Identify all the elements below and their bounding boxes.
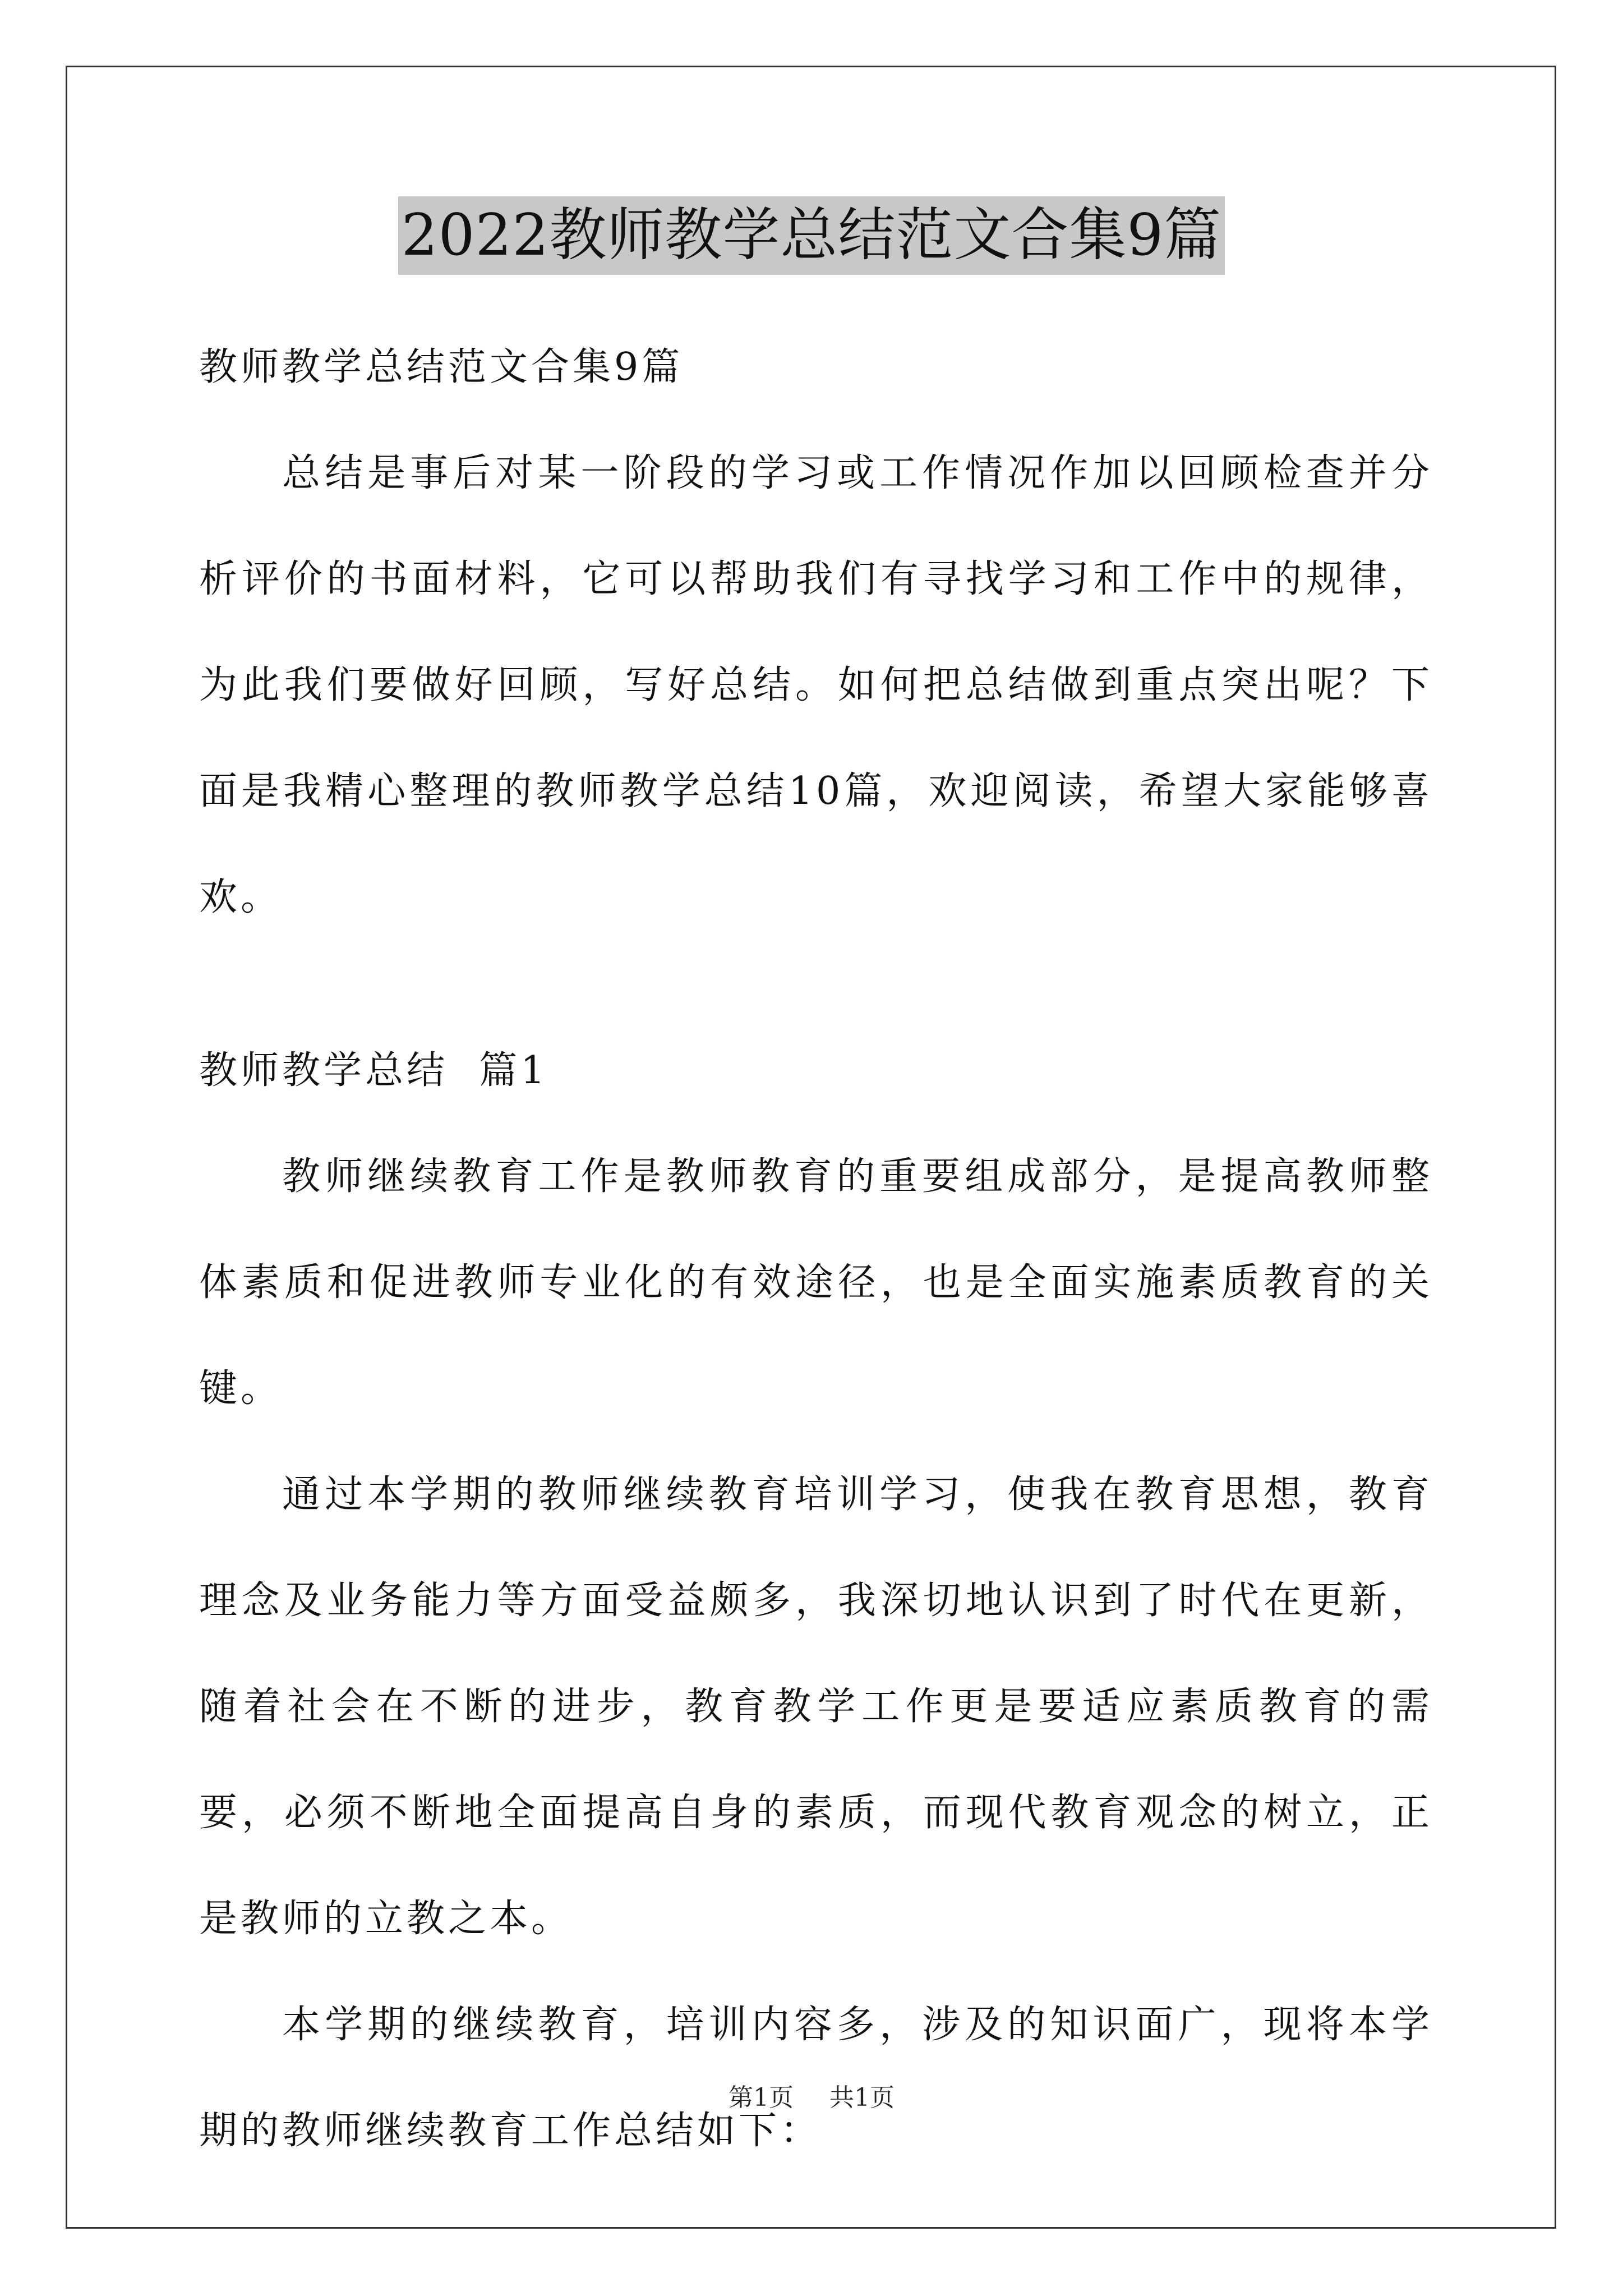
body-paragraph: 通过本学期的教师继续教育培训学习，使我在教育思想，教育理念及业务能力等方面受益颇多，我深切地认识到了时代在更新，随着社会在不断的进步，教育教学工作更是要适应素质教育的需要，必须不断地全面提高自身的素质，而现代教育观念的树立，正是教师的立教之本。 [199, 1473, 1433, 1941]
document-body [199, 314, 1433, 2184]
title-container [0, 196, 1623, 275]
body-paragraph: 教师继续教育工作是教师教育的重要组成部分，是提高教师整体素质和促进教师专业化的有效途径，也是全面实施素质教育的关键。 [199, 1154, 1433, 1411]
page-number-total: 共1页 [829, 2083, 895, 2112]
page-number-current: 第1页 [728, 2083, 794, 2112]
body-paragraph: 本学期的继续教育，培训内容多，涉及的知识面广，现将本学期的教师继续教育工作总结如下： [199, 2003, 1433, 2153]
page-footer [0, 2081, 1623, 2115]
intro-paragraph: 总结是事后对某一阶段的学习或工作情况作加以回顾检查并分析评价的书面材料，它可以帮助我们有寻找学习和工作中的规律，为此我们要做好回顾，写好总结。如何把总结做到重点突出呢？下面是我精心整理的教师教学总结10篇，欢迎阅读，希望大家能够喜欢。 [199, 451, 1433, 919]
document-title: 2022教师教学总结范文合集9篇 [398, 196, 1225, 275]
section-heading: 教师教学总结 篇1 [199, 1048, 548, 1093]
document-subtitle: 教师教学总结范文合集9篇 [199, 345, 684, 389]
